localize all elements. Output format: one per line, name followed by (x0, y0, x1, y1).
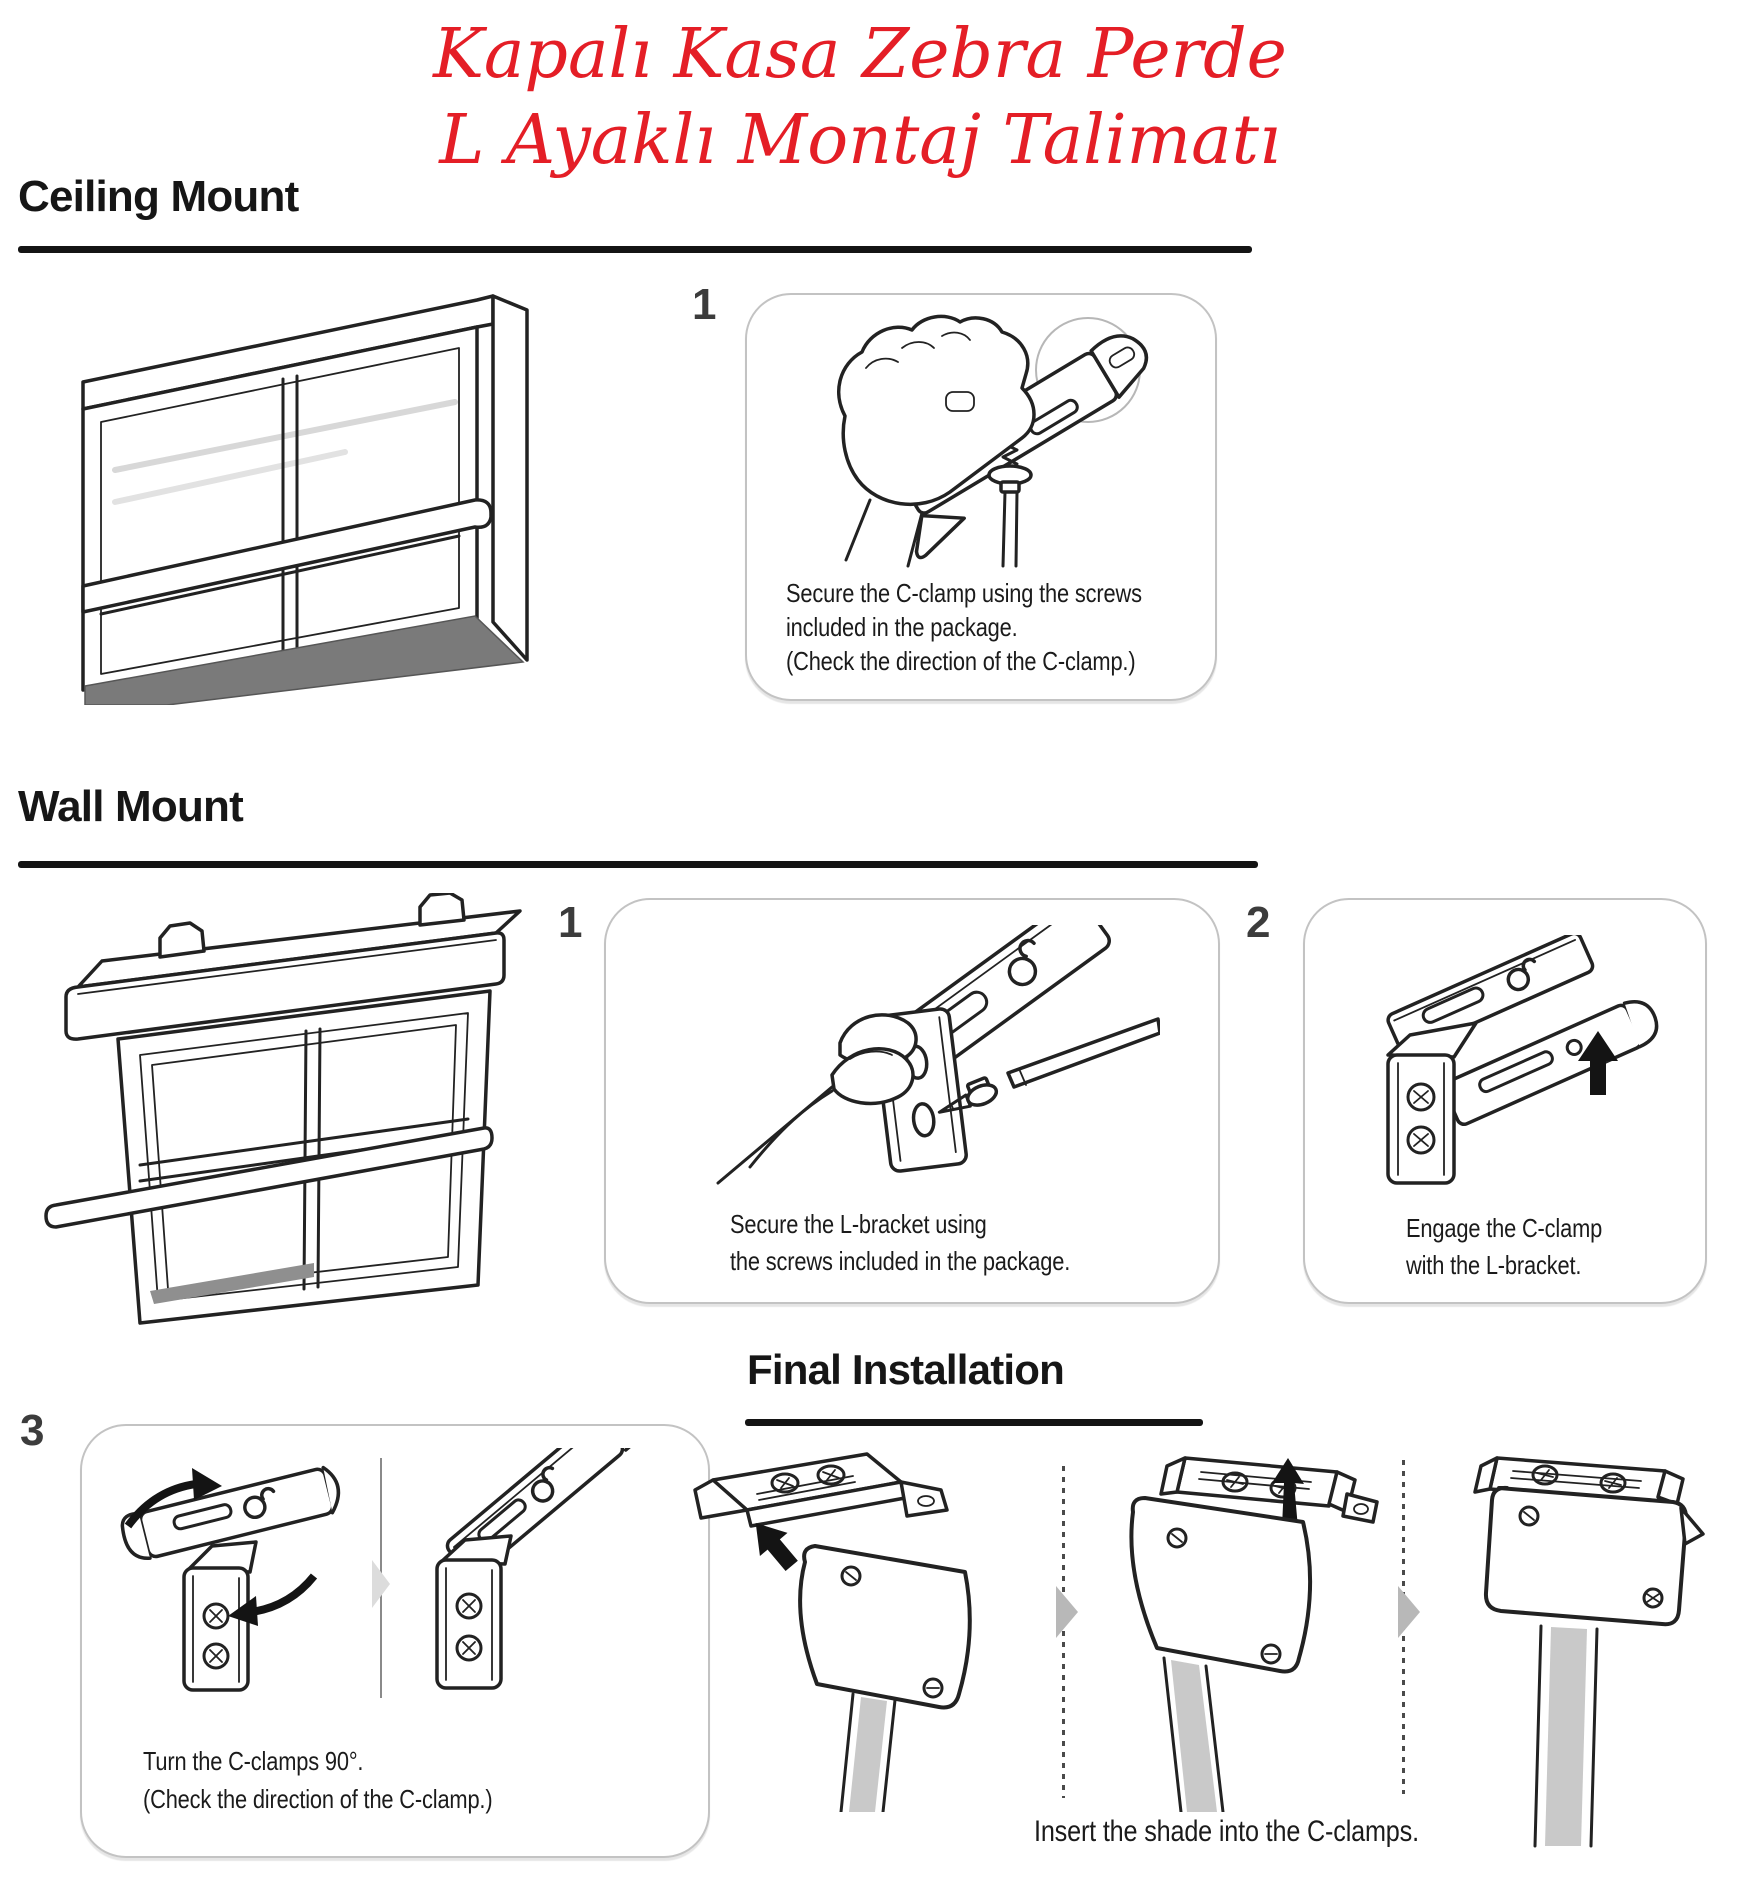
caption-line: with the L-bracket. (1406, 1250, 1582, 1280)
shade-pole (849, 1697, 887, 1812)
shade-headrail (1131, 1498, 1310, 1812)
wall-step1-number: 1 (558, 898, 583, 947)
insert-shade-step3-illustration (1425, 1442, 1754, 1852)
shade-headrail (1486, 1488, 1703, 1846)
ceiling-section-rule (18, 246, 1252, 253)
final-section-rule (745, 1419, 1203, 1426)
next-step-chevron-icon (372, 1560, 390, 1608)
c-clamp-engaging-l-bracket-illustration (1340, 935, 1670, 1200)
insert-shade-step1-illustration (655, 1442, 1000, 1812)
final-caption: Insert the shade into the C-clamps. (1034, 1815, 1419, 1848)
insert-shade-step2-illustration (1085, 1442, 1415, 1812)
final-step3-number: 3 (20, 1406, 45, 1455)
section-heading-final-installation: Final Installation (747, 1346, 1064, 1393)
caption-line: Engage the C-clamp (1406, 1213, 1603, 1243)
hand-screwing-l-bracket-illustration (690, 925, 1160, 1190)
caption-line: (Check the direction of the C-clamp.) (143, 1784, 493, 1814)
wall-step2-number: 2 (1246, 898, 1271, 947)
caption-line: the screws included in the package. (730, 1246, 1071, 1276)
caption-line: Turn the C-clamps 90°. (143, 1746, 364, 1776)
turn-c-clamp-after-illustration (395, 1448, 695, 1708)
wall-section-rule (18, 861, 1258, 868)
section-heading-wall-mount: Wall Mount (18, 782, 243, 831)
page-title-line2: L Ayaklı Montaj Talimatı (439, 101, 1281, 180)
c-clamp-mounted (695, 1454, 947, 1526)
ceiling-step1-caption (786, 576, 1210, 678)
turn-c-clamp-before-illustration (100, 1448, 370, 1708)
wall-step2-caption (1406, 1210, 1639, 1284)
shade-pole (1545, 1627, 1587, 1846)
ceiling-window-illustration (45, 270, 545, 705)
page-title-line1: Kapalı Kasa Zebra Perde (433, 15, 1287, 94)
final-step3-caption (143, 1742, 559, 1818)
caption-line: Secure the C-clamp using the screws (786, 578, 1142, 608)
l-bracket-vertical-plate (437, 1536, 511, 1688)
c-clamp-bracket-left (160, 923, 204, 957)
ceiling-step1-number: 1 (692, 280, 717, 329)
caption-line: included in the package. (786, 612, 1018, 642)
hand-screwing-c-clamp-illustration (770, 308, 1165, 573)
next-step-chevron-icon (1056, 1586, 1078, 1638)
next-step-chevron-icon (1398, 1586, 1420, 1638)
c-clamp-bracket-right (420, 893, 464, 925)
shade-headrail (800, 1546, 970, 1812)
wall-window-with-blind-illustration (22, 893, 567, 1338)
section-heading-ceiling-mount: Ceiling Mount (18, 172, 299, 221)
caption-line: Secure the L-bracket using (730, 1209, 987, 1239)
wall-step1-caption (730, 1206, 1135, 1280)
caption-line: (Check the direction of the C-clamp.) (786, 646, 1136, 676)
